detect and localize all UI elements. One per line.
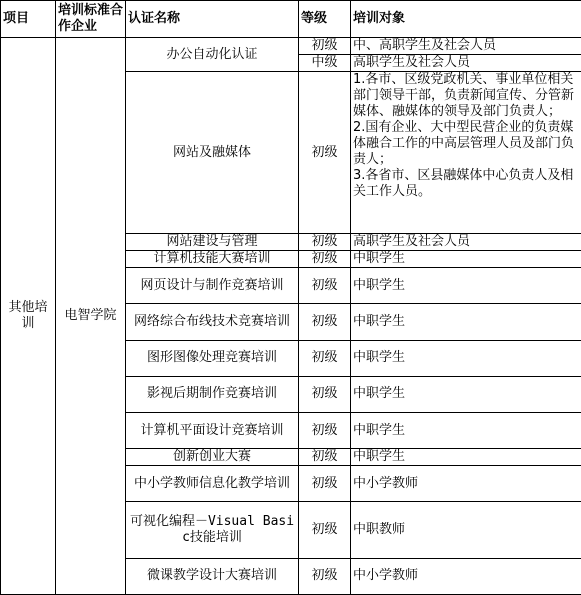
cert-name-cell: 图形图像处理竞赛培训 <box>126 340 299 376</box>
target-cell: 中职学生 <box>351 268 581 304</box>
table-row <box>1 38 581 55</box>
target-line: 3.各省市、区县融媒体中心负责人及相关工作人员。 <box>353 168 574 200</box>
cert-name-cell: 网站建设与管理 <box>126 234 299 251</box>
category-cell: 其他培训 <box>1 38 56 595</box>
header-target: 培训对象 <box>351 1 581 38</box>
grade-cell: 初级 <box>299 340 351 376</box>
grade-cell: 初级 <box>299 449 351 466</box>
cert-name-cell: 网络综合布线技术竞赛培训 <box>126 304 299 340</box>
grade-cell: 中级 <box>299 55 351 72</box>
grade-cell: 初级 <box>299 38 351 55</box>
target-cell: 中小学教师 <box>351 466 581 502</box>
grade-cell: 初级 <box>299 72 351 234</box>
grade-cell: 初级 <box>299 502 351 558</box>
target-cell: 中、高职学生及社会人员 <box>351 38 581 55</box>
grade-cell: 初级 <box>299 234 351 251</box>
grade-cell: 初级 <box>299 466 351 502</box>
header-grade: 等级 <box>299 1 351 38</box>
cert-name-cell: 影视后期制作竞赛培训 <box>126 376 299 412</box>
grade-cell: 初级 <box>299 268 351 304</box>
target-cell <box>351 72 581 234</box>
grade-cell: 初级 <box>299 558 351 594</box>
header-cert-name: 认证名称 <box>126 1 299 38</box>
target-cell: 高职学生及社会人员 <box>351 55 581 72</box>
cert-name-cell: 计算机技能大赛培训 <box>126 251 299 268</box>
cert-name-cell: 中小学教师信息化教学培训 <box>126 466 299 502</box>
grade-cell: 初级 <box>299 413 351 449</box>
cert-name-cell: 计算机平面设计竞赛培训 <box>126 413 299 449</box>
target-cell: 中职学生 <box>351 251 581 268</box>
header-category: 项目 <box>1 1 56 38</box>
target-line: 2.国有企业、大中型民营企业的负责媒体融合工作的中高层管理人员及部门负责人； <box>353 120 575 168</box>
target-cell: 中小学教师 <box>351 558 581 594</box>
target-cell: 中职学生 <box>351 413 581 449</box>
cert-name-cell: 微课教学设计大赛培训 <box>126 558 299 594</box>
cert-name-cell: 创新创业大赛 <box>126 449 299 466</box>
cert-name-cell: 网站及融媒体 <box>126 72 299 234</box>
target-cell: 中职学生 <box>351 304 581 340</box>
target-line: 1.各市、区级党政机关、事业单位相关部门领导干部，负责新闻宣传、分管新媒体、融媒体的领导及部门负责人； <box>353 72 575 120</box>
header-partner: 培训标准合作企业 <box>56 1 126 38</box>
target-cell: 高职学生及社会人员 <box>351 234 581 251</box>
cert-name-cell: 网页设计与制作竞赛培训 <box>126 268 299 304</box>
target-cell: 中职学生 <box>351 340 581 376</box>
target-cell: 中职学生 <box>351 376 581 412</box>
grade-cell: 初级 <box>299 304 351 340</box>
grade-cell: 初级 <box>299 376 351 412</box>
partner-cell: 电智学院 <box>56 38 126 595</box>
cert-name-cell: 办公自动化认证 <box>126 38 299 72</box>
header-row <box>1 1 581 38</box>
cert-name-cell: 可视化编程－Visual Basic技能培训 <box>126 502 299 558</box>
target-cell: 中职学生 <box>351 449 581 466</box>
target-cell: 中职教师 <box>351 502 581 558</box>
grade-cell: 初级 <box>299 251 351 268</box>
